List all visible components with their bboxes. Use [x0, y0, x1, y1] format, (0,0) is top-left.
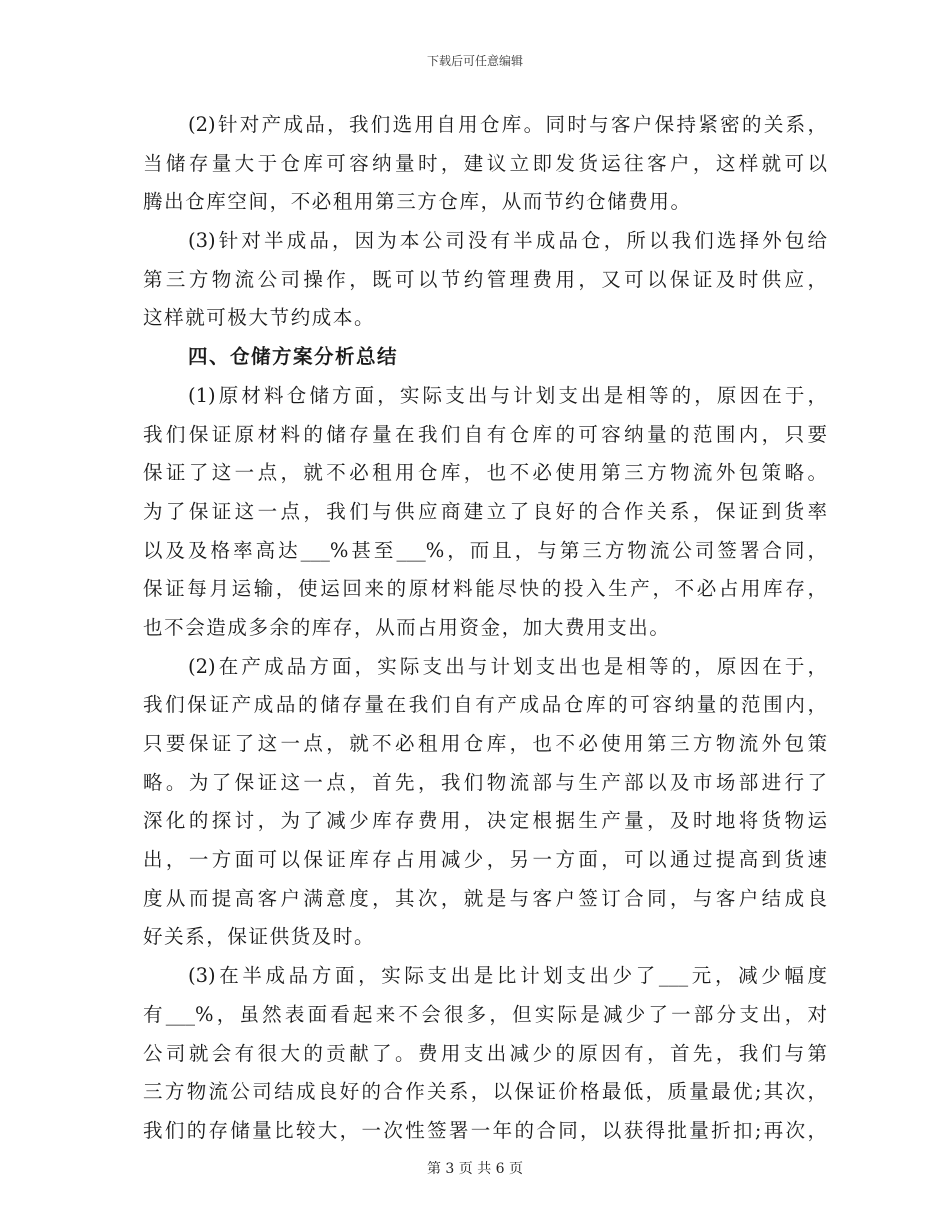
paragraph-line: 三方物流公司结成良好的合作关系，以保证价格最低，质量最优;其次，: [143, 1080, 827, 1104]
paragraph-line: 腾出仓库空间，不必租用第三方仓库，从而节约仓储费用。: [143, 190, 692, 214]
paragraph-line: 好关系，保证供货及时。: [143, 925, 376, 949]
paragraph-line: 为了保证这一点，我们与供应商建立了良好的合作关系，保证到货率: [143, 499, 827, 523]
document-body: [143, 106, 827, 1151]
paragraph-line: 出，一方面可以保证库存占用减少，另一方面，可以通过提高到货速: [143, 848, 827, 872]
paragraph-line: 保证每月运输，使运回来的原材料能尽快的投入生产，不必占用库存，: [143, 577, 827, 601]
paragraph-line: (2)针对产成品，我们选用自用仓库。同时与客户保持紧密的关系，: [188, 113, 827, 136]
paragraph-line: 这样就可极大节约成本。: [143, 306, 376, 330]
page-header: 下载后可任意编辑: [426, 54, 523, 68]
paragraph-line: (3)针对半成品，因为本公司没有半成品仓，所以我们选择外包给: [188, 229, 827, 253]
section-heading: 四、仓储方案分析总结: [188, 345, 399, 369]
paragraph-line: 只要保证了这一点，就不必租用仓库，也不必使用第三方物流外包策: [143, 732, 827, 755]
paragraph-line: 第三方物流公司操作，既可以节约管理费用，又可以保证及时供应，: [143, 267, 827, 291]
paragraph-line: 公司就会有很大的贡献了。费用支出减少的原因有，首先，我们与第: [143, 1041, 827, 1065]
paragraph-line: 我们的存储量比较大，一次性签署一年的合同，以获得批量折扣;再次，: [143, 1118, 827, 1142]
paragraph-line: (3)在半成品方面，实际支出是比计划支出少了___元，减少幅度: [188, 964, 827, 988]
paragraph-line: 深化的探讨，为了减少库存费用，决定根据生产量，及时地将货物运: [143, 809, 827, 833]
paragraph-line: 度从而提高客户满意度，其次，就是与客户签订合同，与客户结成良: [143, 886, 827, 910]
paragraph-line: 以及及格率高达___%甚至___%，而且，与第三方物流公司签署合同，: [143, 538, 827, 562]
paragraph-line: (2)在产成品方面，实际支出与计划支出也是相等的，原因在于，: [188, 654, 827, 678]
paragraph-line: 我们保证原材料的储存量在我们自有仓库的可容纳量的范围内，只要: [143, 422, 827, 446]
paragraph-line: 当储存量大于仓库可容纳量时，建议立即发货运往客户，这样就可以: [143, 151, 827, 175]
paragraph-line: 有___%，虽然表面看起来不会很多，但实际是减少了一部分支出，对: [143, 1002, 827, 1026]
page-number-footer: 第 3 页 共 6 页: [426, 1161, 524, 1177]
paragraph-line: (1)原材料仓储方面，实际支出与计划支出是相等的，原因在于，: [188, 383, 827, 407]
paragraph-line: 也不会造成多余的库存，从而占用资金，加大费用支出。: [143, 615, 671, 639]
paragraph-line: 我们保证产成品的储存量在我们自有产成品仓库的可容纳量的范围内，: [143, 693, 827, 717]
paragraph-line: 略。为了保证这一点，首先，我们物流部与生产部以及市场部进行了: [143, 770, 827, 794]
paragraph-line: 保证了这一点，就不必租用仓库，也不必使用第三方物流外包策略。: [143, 461, 827, 485]
